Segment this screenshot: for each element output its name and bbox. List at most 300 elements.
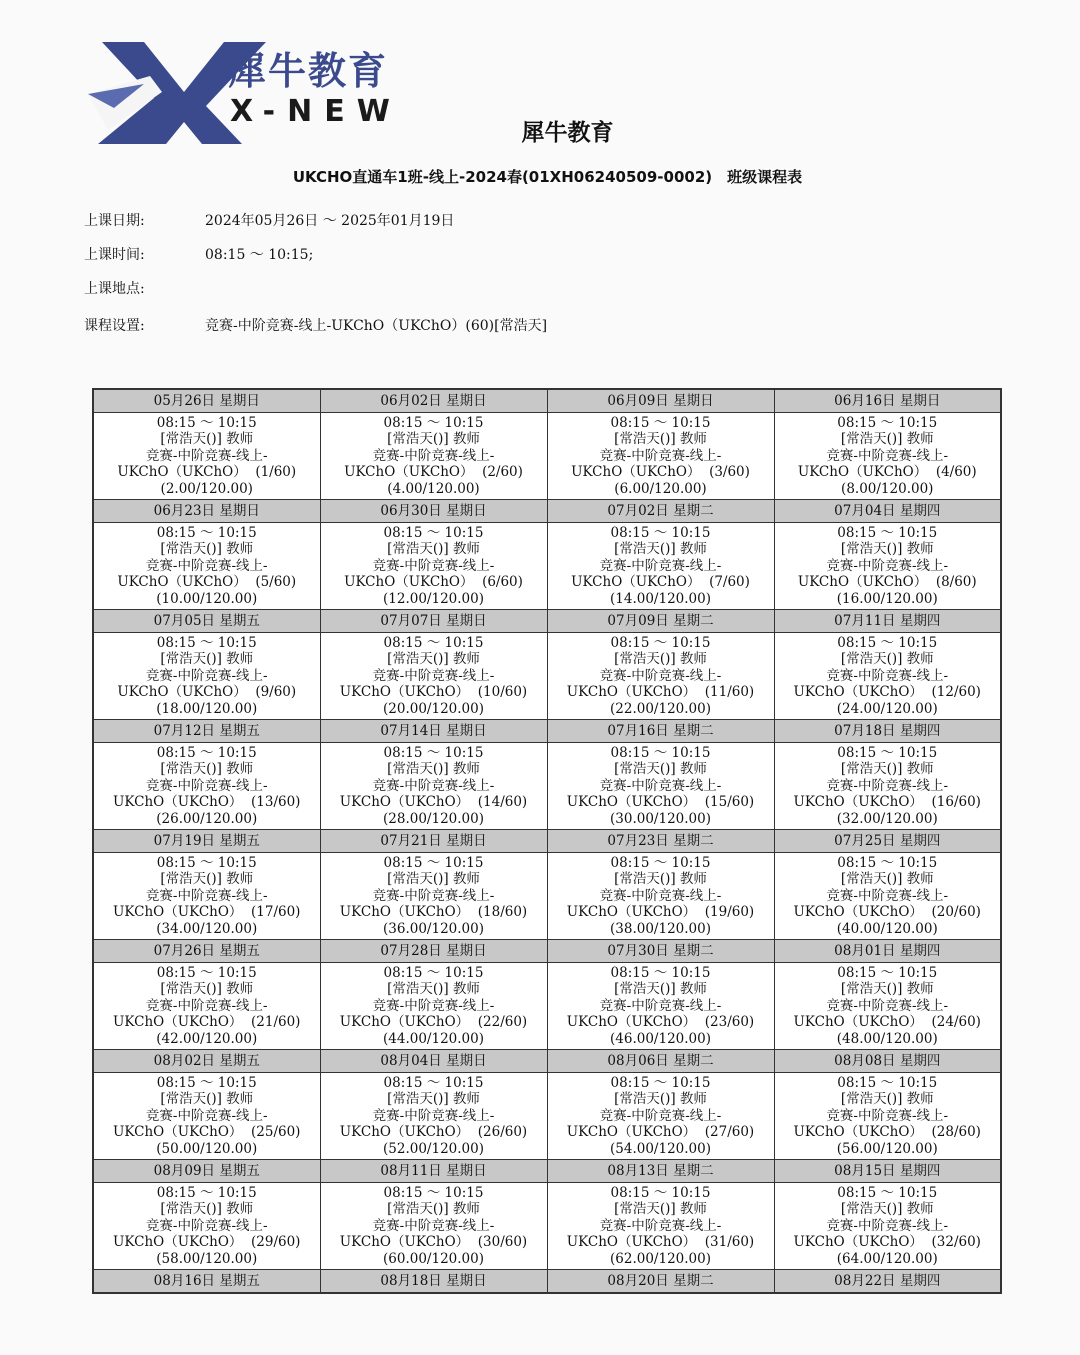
session-teacher: [常浩天()] 教师 [160,981,254,998]
session-teacher: [常浩天()] 教师 [840,651,934,668]
session-course: 竞赛-中阶竞赛-线上- [145,777,268,794]
session-index: (13/60) [251,794,301,811]
session-code-count [775,1124,1001,1141]
session-date: 07月07日 星期日 [320,610,547,633]
time-label: 上课时间: [84,247,145,263]
session-date: 08月13日 星期二 [547,1160,774,1183]
session-date: 07月04日 星期四 [774,500,1001,523]
session-time: 08:15 ～ 10:15 [156,964,257,981]
session-cell [547,413,774,500]
session-code-count [775,464,1001,481]
session-index: (5/60) [255,574,297,591]
session-teacher: [常浩天()] 教师 [160,1201,254,1218]
session-course: 竞赛-中阶竞赛-线上- [599,887,722,904]
session-course: 竞赛-中阶竞赛-线上- [372,667,495,684]
session-date: 07月21日 星期日 [320,830,547,853]
session-index: (6/60) [482,574,523,591]
session-hours: (52.00/120.00) [383,1140,484,1157]
session-cell [774,963,1001,1050]
session-date: 08月08日 星期四 [774,1050,1001,1073]
session-code: UKChO（UKChO） [566,1234,697,1251]
session-course: 竞赛-中阶竞赛-线上- [599,1107,722,1124]
session-time: 08:15 ～ 10:15 [383,414,484,431]
session-date: 08月02日 星期五 [93,1050,320,1073]
session-course: 竞赛-中阶竞赛-线上- [599,777,722,794]
session-row [93,633,1001,720]
session-code-count [94,1234,320,1251]
session-code-count [775,794,1001,811]
session-date: 08月16日 星期五 [93,1270,320,1294]
session-hours: (26.00/120.00) [156,810,258,827]
session-hours: (8.00/120.00) [841,480,934,497]
session-teacher: [常浩天()] 教师 [840,1091,934,1108]
session-course: 竞赛-中阶竞赛-线上- [826,887,949,904]
session-hours: (62.00/120.00) [610,1250,711,1267]
session-code-count [548,684,774,701]
session-time: 08:15 ～ 10:15 [383,854,484,871]
session-index: (25/60) [251,1124,301,1141]
session-code-count [321,794,547,811]
session-time: 08:15 ～ 10:15 [156,744,257,761]
session-index: (22/60) [477,1014,528,1031]
session-code: UKChO（UKChO） [339,684,470,701]
session-code-count [548,794,774,811]
session-index: (28/60) [931,1124,981,1141]
session-course: 竞赛-中阶竞赛-线上- [372,777,495,794]
session-code: UKChO（UKChO） [117,684,247,701]
session-time: 08:15 ～ 10:15 [156,1074,257,1091]
session-time: 08:15 ～ 10:15 [156,414,257,431]
session-course: 竞赛-中阶竞赛-线上- [145,997,268,1014]
session-index: (16/60) [931,794,981,811]
course-label: 课程设置: [84,318,145,334]
session-date: 07月11日 星期四 [774,610,1001,633]
session-index: (24/60) [931,1014,981,1031]
session-cell [93,633,320,720]
session-hours: (44.00/120.00) [383,1030,484,1047]
session-row [93,743,1001,830]
session-index: (1/60) [255,464,297,481]
session-date: 06月16日 星期日 [774,389,1001,413]
session-code-count [321,1014,547,1031]
session-index: (21/60) [251,1014,301,1031]
session-code: UKChO（UKChO） [566,684,697,701]
session-code-count [321,574,547,591]
session-teacher: [常浩天()] 教师 [614,871,707,888]
session-code: UKChO（UKChO） [113,1124,243,1141]
session-date: 07月18日 星期四 [774,720,1001,743]
session-hours: (20.00/120.00) [383,700,484,717]
session-teacher: [常浩天()] 教师 [840,871,934,888]
session-date: 06月30日 星期日 [320,500,547,523]
session-teacher: [常浩天()] 教师 [160,871,254,888]
session-code: UKChO（UKChO） [793,1014,923,1031]
course-value: 竞赛-中阶竞赛-线上-UKChO（UKChO）(60)[常浩天] [205,318,548,334]
logo-english-name: X-NEW [230,94,402,129]
session-hours: (22.00/120.00) [610,700,711,717]
session-date: 07月05日 星期五 [93,610,320,633]
session-hours: (34.00/120.00) [156,920,258,937]
date-header-row [93,1160,1001,1183]
session-hours: (42.00/120.00) [156,1030,258,1047]
session-time: 08:15 ～ 10:15 [837,414,938,431]
session-code-count [321,1124,547,1141]
session-time: 08:15 ～ 10:15 [610,1184,711,1201]
session-code-count [94,1124,320,1141]
session-code-count [94,574,320,591]
session-code-count [321,464,547,481]
session-teacher: [常浩天()] 教师 [160,431,254,448]
session-index: (23/60) [704,1014,755,1031]
session-teacher: [常浩天()] 教师 [160,761,254,778]
session-date: 08月22日 星期四 [774,1270,1001,1294]
session-time: 08:15 ～ 10:15 [837,744,938,761]
session-date: 05月26日 星期日 [93,389,320,413]
session-teacher: [常浩天()] 教师 [387,651,480,668]
session-course: 竞赛-中阶竞赛-线上- [372,1217,495,1234]
session-hours: (54.00/120.00) [610,1140,711,1157]
date-header-row [93,1270,1001,1294]
session-code-count [321,684,547,701]
session-time: 08:15 ～ 10:15 [156,524,257,541]
session-teacher: [常浩天()] 教师 [160,1091,254,1108]
session-teacher: [常浩天()] 教师 [387,1091,480,1108]
session-cell [547,1073,774,1160]
session-cell [320,523,547,610]
session-time: 08:15 ～ 10:15 [610,854,711,871]
session-time: 08:15 ～ 10:15 [383,1184,484,1201]
session-code-count [548,574,774,591]
session-code-count [775,574,1001,591]
session-date: 08月04日 星期日 [320,1050,547,1073]
session-row [93,413,1001,500]
session-code: UKChO（UKChO） [793,904,923,921]
session-code: UKChO（UKChO） [339,904,470,921]
session-code-count [548,464,774,481]
session-code: UKChO（UKChO） [571,574,701,591]
session-teacher: [常浩天()] 教师 [614,1091,707,1108]
session-hours: (28.00/120.00) [383,810,484,827]
schedule-title: UKCHO直通车1班-线上-2024春(01XH06240509-0002) 班级课程表 [292,168,803,186]
session-code: UKChO（UKChO） [571,464,701,481]
session-cell [774,413,1001,500]
session-code: UKChO（UKChO） [793,794,923,811]
session-time: 08:15 ～ 10:15 [156,854,257,871]
session-cell [547,1183,774,1270]
session-index: (11/60) [704,684,755,701]
session-date: 06月23日 星期日 [93,500,320,523]
session-index: (19/60) [704,904,755,921]
session-course: 竞赛-中阶竞赛-线上- [145,557,268,574]
session-time: 08:15 ～ 10:15 [837,854,938,871]
session-hours: (38.00/120.00) [610,920,711,937]
session-cell [93,963,320,1050]
session-code-count [775,1234,1001,1251]
session-code-count [548,904,774,921]
session-time: 08:15 ～ 10:15 [837,964,938,981]
session-cell [93,743,320,830]
session-code-count [548,1234,774,1251]
session-cell [320,743,547,830]
session-date: 07月28日 星期日 [320,940,547,963]
session-code: UKChO（UKChO） [793,1124,923,1141]
logo-chinese-name: 犀牛教育 [228,49,389,93]
session-time: 08:15 ～ 10:15 [383,964,484,981]
session-date: 07月09日 星期二 [547,610,774,633]
session-date: 07月25日 星期四 [774,830,1001,853]
date-header-row [93,1050,1001,1073]
session-cell [93,853,320,940]
session-cell [547,853,774,940]
session-index: (2/60) [482,464,523,481]
session-hours: (46.00/120.00) [610,1030,711,1047]
session-time: 08:15 ～ 10:15 [383,744,484,761]
session-date: 07月30日 星期二 [547,940,774,963]
session-index: (14/60) [477,794,528,811]
session-date: 08月09日 星期五 [93,1160,320,1183]
session-course: 竞赛-中阶竞赛-线上- [826,557,949,574]
session-date: 06月09日 星期日 [547,389,774,413]
session-course: 竞赛-中阶竞赛-线上- [372,447,495,464]
session-teacher: [常浩天()] 教师 [614,651,707,668]
session-cell [547,633,774,720]
session-hours: (40.00/120.00) [836,920,938,937]
session-code: UKChO（UKChO） [113,904,243,921]
session-cell [320,853,547,940]
session-code: UKChO（UKChO） [339,794,470,811]
session-code: UKChO（UKChO） [113,1234,243,1251]
session-code: UKChO（UKChO） [797,464,928,481]
session-teacher: [常浩天()] 教师 [387,761,480,778]
session-code-count [775,1014,1001,1031]
session-time: 08:15 ～ 10:15 [837,1184,938,1201]
session-course: 竞赛-中阶竞赛-线上- [826,997,949,1014]
date-header-row [93,500,1001,523]
session-hours: (50.00/120.00) [156,1140,258,1157]
session-cell [93,1073,320,1160]
session-hours: (18.00/120.00) [156,700,258,717]
session-time: 08:15 ～ 10:15 [610,744,711,761]
session-code-count [775,684,1001,701]
session-course: 竞赛-中阶竞赛-线上- [372,997,495,1014]
session-teacher: [常浩天()] 教师 [614,761,707,778]
session-index: (31/60) [704,1234,755,1251]
session-cell [774,1073,1001,1160]
date-header-row [93,389,1001,413]
session-row [93,1073,1001,1160]
session-index: (4/60) [935,464,977,481]
session-teacher: [常浩天()] 教师 [614,1201,707,1218]
session-hours: (30.00/120.00) [610,810,711,827]
session-time: 08:15 ～ 10:15 [610,964,711,981]
session-hours: (14.00/120.00) [610,590,711,607]
session-hours: (36.00/120.00) [383,920,484,937]
session-teacher: [常浩天()] 教师 [387,541,480,558]
session-course: 竞赛-中阶竞赛-线上- [826,1107,949,1124]
session-date: 07月19日 星期五 [93,830,320,853]
date-header-row [93,830,1001,853]
session-date: 07月26日 星期五 [93,940,320,963]
session-course: 竞赛-中阶竞赛-线上- [372,887,495,904]
session-hours: (24.00/120.00) [836,700,938,717]
session-index: (18/60) [477,904,528,921]
session-course: 竞赛-中阶竞赛-线上- [145,1107,268,1124]
session-index: (8/60) [935,574,977,591]
session-code: UKChO（UKChO） [566,904,697,921]
date-header-row [93,610,1001,633]
session-cell [774,853,1001,940]
session-teacher: [常浩天()] 教师 [840,761,934,778]
session-course: 竞赛-中阶竞赛-线上- [372,557,495,574]
session-index: (17/60) [251,904,301,921]
session-time: 08:15 ～ 10:15 [837,634,938,651]
session-date: 08月15日 星期四 [774,1160,1001,1183]
session-row [93,963,1001,1050]
session-hours: (2.00/120.00) [160,480,253,497]
session-time: 08:15 ～ 10:15 [383,634,484,651]
session-time: 08:15 ～ 10:15 [610,524,711,541]
session-cell [93,523,320,610]
session-teacher: [常浩天()] 教师 [840,1201,934,1218]
session-code: UKChO（UKChO） [344,574,474,591]
session-index: (9/60) [255,684,297,701]
session-code: UKChO（UKChO） [566,1014,697,1031]
session-cell [547,523,774,610]
session-cell [320,963,547,1050]
session-hours: (48.00/120.00) [836,1030,938,1047]
session-code: UKChO（UKChO） [113,794,243,811]
session-code-count [548,1014,774,1031]
session-time: 08:15 ～ 10:15 [383,524,484,541]
session-date: 07月12日 星期五 [93,720,320,743]
session-date: 08月06日 星期二 [547,1050,774,1073]
session-teacher: [常浩天()] 教师 [614,541,707,558]
session-code: UKChO（UKChO） [339,1014,470,1031]
session-code-count [94,684,320,701]
session-index: (26/60) [477,1124,528,1141]
session-date: 08月18日 星期日 [320,1270,547,1294]
session-time: 08:15 ～ 10:15 [156,1184,257,1201]
session-course: 竞赛-中阶竞赛-线上- [145,667,268,684]
session-date: 08月20日 星期二 [547,1270,774,1294]
session-cell [93,413,320,500]
session-time: 08:15 ～ 10:15 [837,1074,938,1091]
session-course: 竞赛-中阶竞赛-线上- [826,1217,949,1234]
date-value: 2024年05月26日 ～ 2025年01月19日 [205,213,455,229]
session-time: 08:15 ～ 10:15 [610,414,711,431]
session-code: UKChO（UKChO） [113,1014,243,1031]
session-row [93,523,1001,610]
session-cell [774,1183,1001,1270]
session-hours: (60.00/120.00) [383,1250,484,1267]
session-teacher: [常浩天()] 教师 [387,431,480,448]
session-hours: (12.00/120.00) [383,590,484,607]
location-label: 上课地点: [84,281,145,297]
session-index: (30/60) [477,1234,528,1251]
time-value: 08:15 ～ 10:15; [205,247,314,263]
session-teacher: [常浩天()] 教师 [840,431,934,448]
organization-title: 犀牛教育 [521,120,614,146]
session-code-count [94,1014,320,1031]
session-course: 竞赛-中阶竞赛-线上- [372,1107,495,1124]
session-code-count [321,1234,547,1251]
session-index: (29/60) [251,1234,301,1251]
session-index: (10/60) [477,684,528,701]
session-index: (3/60) [709,464,750,481]
session-code: UKChO（UKChO） [793,1234,923,1251]
session-index: (7/60) [709,574,750,591]
session-cell [320,1183,547,1270]
session-index: (27/60) [704,1124,755,1141]
session-hours: (4.00/120.00) [387,480,480,497]
session-time: 08:15 ～ 10:15 [837,524,938,541]
session-course: 竞赛-中阶竞赛-线上- [599,667,722,684]
session-index: (12/60) [931,684,981,701]
session-teacher: [常浩天()] 教师 [840,981,934,998]
session-hours: (32.00/120.00) [836,810,938,827]
session-code: UKChO（UKChO） [117,574,247,591]
session-course: 竞赛-中阶竞赛-线上- [826,667,949,684]
session-course: 竞赛-中阶竞赛-线上- [145,1217,268,1234]
session-course: 竞赛-中阶竞赛-线上- [599,557,722,574]
session-date: 07月23日 星期二 [547,830,774,853]
session-cell [320,413,547,500]
session-teacher: [常浩天()] 教师 [160,651,254,668]
session-row [93,1183,1001,1270]
session-hours: (64.00/120.00) [836,1250,938,1267]
session-teacher: [常浩天()] 教师 [840,541,934,558]
session-course: 竞赛-中阶竞赛-线上- [145,887,268,904]
session-cell [774,743,1001,830]
session-date: 07月16日 星期二 [547,720,774,743]
session-time: 08:15 ～ 10:15 [610,1074,711,1091]
session-cell [774,633,1001,720]
session-hours: (56.00/120.00) [836,1140,938,1157]
session-row [93,853,1001,940]
session-cell [93,1183,320,1270]
session-code-count [94,794,320,811]
session-code: UKChO（UKChO） [566,1124,697,1141]
session-course: 竞赛-中阶竞赛-线上- [826,447,949,464]
session-teacher: [常浩天()] 教师 [160,541,254,558]
session-course: 竞赛-中阶竞赛-线上- [145,447,268,464]
session-code: UKChO（UKChO） [797,574,928,591]
session-cell [547,743,774,830]
session-teacher: [常浩天()] 教师 [387,981,480,998]
session-code: UKChO（UKChO） [117,464,247,481]
session-index: (15/60) [704,794,755,811]
schedule-table [92,388,1002,1294]
session-date: 06月02日 星期日 [320,389,547,413]
session-hours: (58.00/120.00) [156,1250,258,1267]
session-teacher: [常浩天()] 教师 [614,431,707,448]
session-hours: (10.00/120.00) [156,590,258,607]
date-header-row [93,940,1001,963]
session-time: 08:15 ～ 10:15 [383,1074,484,1091]
session-code-count [321,904,547,921]
session-code: UKChO（UKChO） [344,464,474,481]
session-date: 08月11日 星期日 [320,1160,547,1183]
session-teacher: [常浩天()] 教师 [614,981,707,998]
session-course: 竞赛-中阶竞赛-线上- [826,777,949,794]
session-code-count [94,904,320,921]
session-date: 08月01日 星期四 [774,940,1001,963]
session-code-count [94,464,320,481]
session-code: UKChO（UKChO） [339,1124,470,1141]
session-time: 08:15 ～ 10:15 [156,634,257,651]
date-label: 上课日期: [84,213,145,229]
session-hours: (6.00/120.00) [614,480,707,497]
